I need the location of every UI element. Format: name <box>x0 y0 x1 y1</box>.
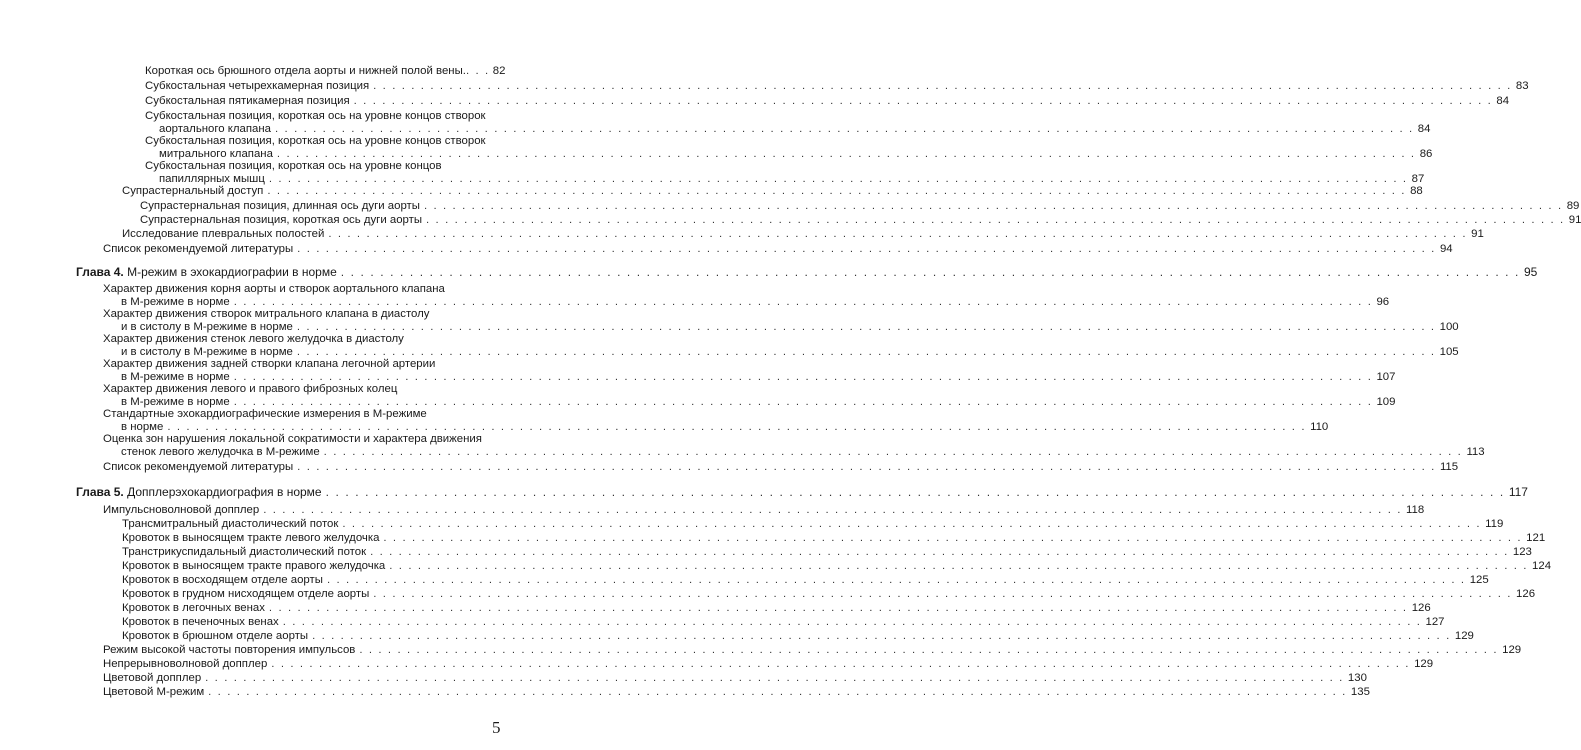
toc-entry-title-cont: в норме <box>121 421 164 433</box>
toc-entry-title: Режим высокой частоты повторения импульсов <box>103 644 356 656</box>
toc-page-number: 105 <box>1439 346 1459 358</box>
toc-page-number: 119 <box>1485 518 1504 530</box>
toc-entry-title: Цветовой допплер <box>103 672 202 684</box>
toc-entry: Субкостальная позиция, короткая ось на уровне концов папиллярных мышц . . . . . . . . . . . . . . . . . . . . . . . . . . . . . . . . . . . . . . . . . . . . . . . . . . . . . . . . . . . . . . . . . . . . . . . . . . . . . . . . . . . . . . . . . . . . . . . . . . . . . . . . . . . . . . . . . . . . . . . . 87 <box>145 160 1425 185</box>
toc-page-number: 96 <box>1376 296 1390 308</box>
toc-entry-title: Субкостальная позиция, короткая ось на уровне концов створок <box>145 110 486 122</box>
toc-entry: Супрастернальный доступ . . . . . . . . . . . . . . . . . . . . . . . . . . . . . . . . . . . . . . . . . . . . . . . . . . . . . . . . . . . . . . . . . . . . . . . . . . . . . . . . . . . . . . . . . . . . . . . . . . . . . . . . . . . . . . . . . . . . . . . . 88 <box>122 185 1423 197</box>
toc-page-number: 121 <box>1526 532 1546 544</box>
toc-entry-title: Список рекомендуемой литературы <box>103 243 294 255</box>
toc-page-number: 91 <box>1568 214 1581 226</box>
toc-entry-title: Кровоток в выносящем тракте левого желудочка <box>122 532 380 544</box>
toc-entry-title-cont: стенок левого желудочка в М-режиме <box>121 446 320 458</box>
toc-entry: Характер движения левого и правого фиброзных колец в М-режиме в норме . . . . . . . . . . . . . . . . . . . . . . . . . . . . . . . . . . . . . . . . . . . . . . . . . . . . . . . . . . . . . . . . . . . . . . . . . . . . . . . . . . . . . . . . . . . . . . . . . . . . . . . . . . . . . . . . . . . . . . . . 109 <box>103 383 1396 408</box>
toc-entry-title-cont: и в систолу в М-режиме в норме <box>121 346 293 358</box>
toc-page-number: 86 <box>1419 148 1433 160</box>
toc-entry-title: Импульсноволновой допплер <box>103 504 260 516</box>
toc-page-number: 124 <box>1532 560 1552 572</box>
toc-entry-title: Субкостальная позиция, короткая ось на уровне концов створок <box>145 135 486 147</box>
chapter-heading: Глава 4. М-режим в эхокардиографии в норме . . . . . . . . . . . . . . . . . . . . . . . . . . . . . . . . . . . . . . . . . . . . . . . . . . . . . . . . . . . . . . . . . . . . . . . . . . . . . . . . . . . . . . . . . . . . . . . . . . . . . . . . . . . . . . . . . . . . . . . . 95 <box>76 265 1538 279</box>
toc-entry-title: Характер движения стенок левого желудочка в диастолу <box>103 333 404 345</box>
toc-page-number: 87 <box>1411 173 1425 185</box>
toc-entry-title: Кровоток в восходящем отделе аорты <box>122 574 323 586</box>
toc-entry: Стандартные эхокардиографические измерения в М-режиме в норме . . . . . . . . . . . . . . . . . . . . . . . . . . . . . . . . . . . . . . . . . . . . . . . . . . . . . . . . . . . . . . . . . . . . . . . . . . . . . . . . . . . . . . . . . . . . . . . . . . . . . . . . . . . . . . . . . . . . . . . . 110 <box>103 408 1329 433</box>
toc-entry: Транстрикуспидальный диастолический поток . . . . . . . . . . . . . . . . . . . . . . . . . . . . . . . . . . . . . . . . . . . . . . . . . . . . . . . . . . . . . . . . . . . . . . . . . . . . . . . . . . . . . . . . . . . . . . . . . . . . . . . . . . . . . . . . . . . . . . . . 123 <box>122 546 1532 558</box>
toc-entry: Кровоток в легочных венах . . . . . . . . . . . . . . . . . . . . . . . . . . . . . . . . . . . . . . . . . . . . . . . . . . . . . . . . . . . . . . . . . . . . . . . . . . . . . . . . . . . . . . . . . . . . . . . . . . . . . . . . . . . . . . . . . . . . . . . . 126 <box>122 602 1431 614</box>
toc-entry: Характер движения корня аорты и створок аортального клапана в М-режиме в норме . . . . . . . . . . . . . . . . . . . . . . . . . . . . . . . . . . . . . . . . . . . . . . . . . . . . . . . . . . . . . . . . . . . . . . . . . . . . . . . . . . . . . . . . . . . . . . . . . . . . . . . . . . . . . . . . . . . . . . . . 96 <box>103 283 1390 308</box>
toc-entry: Субкостальная позиция, короткая ось на уровне концов створок митрального клапана . . . . . . . . . . . . . . . . . . . . . . . . . . . . . . . . . . . . . . . . . . . . . . . . . . . . . . . . . . . . . . . . . . . . . . . . . . . . . . . . . . . . . . . . . . . . . . . . . . . . . . . . . . . . . . . . . . . . . . . . 86 <box>145 135 1433 160</box>
toc-entry: Кровоток в выносящем тракте правого желудочка . . . . . . . . . . . . . . . . . . . . . . . . . . . . . . . . . . . . . . . . . . . . . . . . . . . . . . . . . . . . . . . . . . . . . . . . . . . . . . . . . . . . . . . . . . . . . . . . . . . . . . . . . . . . . . . . . . . . . . . . 124 <box>122 560 1552 572</box>
toc-entry-title: Короткая ось брюшного отдела аорты и нижней полой вены. <box>145 65 466 77</box>
toc-page-number: 91 <box>1471 228 1484 240</box>
toc-page-number: 107 <box>1376 371 1396 383</box>
toc-entry: Режим высокой частоты повторения импульсов . . . . . . . . . . . . . . . . . . . . . . . . . . . . . . . . . . . . . . . . . . . . . . . . . . . . . . . . . . . . . . . . . . . . . . . . . . . . . . . . . . . . . . . . . . . . . . . . . . . . . . . . . . . . . . . . . . . . . . . . 129 <box>103 644 1522 656</box>
toc-entry: Непрерывноволновой допплер . . . . . . . . . . . . . . . . . . . . . . . . . . . . . . . . . . . . . . . . . . . . . . . . . . . . . . . . . . . . . . . . . . . . . . . . . . . . . . . . . . . . . . . . . . . . . . . . . . . . . . . . . . . . . . . . . . . . . . . . 129 <box>103 658 1434 670</box>
toc-entry: Супрастернальная позиция, длинная ось дуги аорты . . . . . . . . . . . . . . . . . . . . . . . . . . . . . . . . . . . . . . . . . . . . . . . . . . . . . . . . . . . . . . . . . . . . . . . . . . . . . . . . . . . . . . . . . . . . . . . . . . . . . . . . . . . . . . . . . . . . . . . . 89 <box>140 200 1580 212</box>
toc-entry: Характер движения створок митрального клапана в диастолу и в систолу в М-режиме в норме . . . . . . . . . . . . . . . . . . . . . . . . . . . . . . . . . . . . . . . . . . . . . . . . . . . . . . . . . . . . . . . . . . . . . . . . . . . . . . . . . . . . . . . . . . . . . . . . . . . . . . . . . . . . . . . . . . . . . . . . 100 <box>103 308 1459 333</box>
toc-page-number: 135 <box>1350 686 1370 698</box>
toc-page-number: 88 <box>1410 185 1423 197</box>
toc-entry-title: Супрастернальный доступ <box>122 185 264 197</box>
toc-page-number: 127 <box>1425 616 1445 628</box>
toc-entry-title: Кровоток в брюшном отделе аорты <box>122 630 309 642</box>
toc-page-number: 84 <box>1417 123 1431 135</box>
toc-entry-title-cont: и в систолу в М-режиме в норме <box>121 321 293 333</box>
toc-page-number: 115 <box>1439 461 1459 473</box>
toc-entry: Цветовой М-режим . . . . . . . . . . . . . . . . . . . . . . . . . . . . . . . . . . . . . . . . . . . . . . . . . . . . . . . . . . . . . . . . . . . . . . . . . . . . . . . . . . . . . . . . . . . . . . . . . . . . . . . . . . . . . . . . . . . . . . . . 135 <box>103 686 1370 698</box>
toc-page-number: 129 <box>1454 630 1474 642</box>
toc-entry-title: Характер движения левого и правого фиброзных колец <box>103 383 398 395</box>
toc-page-number: 117 <box>1508 485 1528 499</box>
toc-entry: Кровоток в грудном нисходящем отделе аорты . . . . . . . . . . . . . . . . . . . . . . . . . . . . . . . . . . . . . . . . . . . . . . . . . . . . . . . . . . . . . . . . . . . . . . . . . . . . . . . . . . . . . . . . . . . . . . . . . . . . . . . . . . . . . . . . . . . . . . . . 126 <box>122 588 1536 600</box>
toc-entry-title: Оценка зон нарушения локальной сократимости и характера движения <box>103 433 482 445</box>
chapter-heading: Глава 5. Допплерэхокардиография в норме . . . . . . . . . . . . . . . . . . . . . . . . . . . . . . . . . . . . . . . . . . . . . . . . . . . . . . . . . . . . . . . . . . . . . . . . . . . . . . . . . . . . . . . . . . . . . . . . . . . . . . . . . . . . . . . . . . . . . . . . 117 <box>76 485 1528 499</box>
toc-page-number: 84 <box>1496 95 1510 107</box>
toc-entry-title: Субкостальная позиция, короткая ось на уровне концов <box>145 160 442 172</box>
toc-page-number: 110 <box>1310 421 1329 433</box>
toc-entry-title: Стандартные эхокардиографические измерения в М-режиме <box>103 408 427 420</box>
toc-entry-title: Субкостальная четырехкамерная позиция <box>145 80 370 92</box>
toc-entry-title: Трансмитральный диастолический поток <box>122 518 339 530</box>
toc-entry-title: Супрастернальная позиция, короткая ось дуги аорты <box>140 214 423 226</box>
toc-entry: Субкостальная пятикамерная позиция . . . . . . . . . . . . . . . . . . . . . . . . . . . . . . . . . . . . . . . . . . . . . . . . . . . . . . . . . . . . . . . . . . . . . . . . . . . . . . . . . . . . . . . . . . . . . . . . . . . . . . . . . . . . . . . . . . . . . . . . 84 <box>145 95 1510 107</box>
toc-entry: Оценка зон нарушения локальной сократимости и характера движения стенок левого желудочка в М-режиме . . . . . . . . . . . . . . . . . . . . . . . . . . . . . . . . . . . . . . . . . . . . . . . . . . . . . . . . . . . . . . . . . . . . . . . . . . . . . . . . . . . . . . . . . . . . . . . . . . . . . . . . . . . . . . . . . . . . . . . . 113 <box>103 433 1485 458</box>
chapter-title: Допплерэхокардиография в норме <box>127 485 322 499</box>
toc-entry-title: Транстрикуспидальный диастолический поток <box>122 546 367 558</box>
toc-entry-title: Кровоток в печеночных венах <box>122 616 279 628</box>
toc-entry-title: Характер движения корня аорты и створок аортального клапана <box>103 283 445 295</box>
toc-entry-title: Непрерывноволновой допплер <box>103 658 268 670</box>
toc-entry-title: Исследование плевральных полостей <box>122 228 325 240</box>
toc-entry: Трансмитральный диастолический поток . . . . . . . . . . . . . . . . . . . . . . . . . . . . . . . . . . . . . . . . . . . . . . . . . . . . . . . . . . . . . . . . . . . . . . . . . . . . . . . . . . . . . . . . . . . . . . . . . . . . . . . . . . . . . . . . . . . . . . . . 119 <box>122 518 1504 530</box>
page-number: 5 <box>492 718 501 737</box>
toc-page-number: 130 <box>1347 672 1367 684</box>
toc-entry-title: Характер движения створок митрального клапана в диастолу <box>103 308 430 320</box>
toc-page-number: 94 <box>1439 243 1453 255</box>
toc-entry: Исследование плевральных полостей . . . . . . . . . . . . . . . . . . . . . . . . . . . . . . . . . . . . . . . . . . . . . . . . . . . . . . . . . . . . . . . . . . . . . . . . . . . . . . . . . . . . . . . . . . . . . . . . . . . . . . . . . . . . . . . . . . . . . . . . 91 <box>122 228 1484 240</box>
toc-page-number: 125 <box>1469 574 1489 586</box>
toc-entry-title: Характер движения задней створки клапана легочной артерии <box>103 358 436 370</box>
toc-entry-title: Субкостальная пятикамерная позиция <box>145 95 350 107</box>
toc-page-number: 126 <box>1516 588 1536 600</box>
toc-entry-title-cont: в М-режиме в норме <box>121 396 230 408</box>
toc-entry: Цветовой допплер . . . . . . . . . . . . . . . . . . . . . . . . . . . . . . . . . . . . . . . . . . . . . . . . . . . . . . . . . . . . . . . . . . . . . . . . . . . . . . . . . . . . . . . . . . . . . . . . . . . . . . . . . . . . . . . . . . . . . . . . 130 <box>103 672 1367 684</box>
toc-entry-title: Список рекомендуемой литературы <box>103 461 294 473</box>
toc-entry-title-cont: аортального клапана <box>159 123 272 135</box>
toc-entry: Супрастернальная позиция, короткая ось дуги аорты . . . . . . . . . . . . . . . . . . . . . . . . . . . . . . . . . . . . . . . . . . . . . . . . . . . . . . . . . . . . . . . . . . . . . . . . . . . . . . . . . . . . . . . . . . . . . . . . . . . . . . . . . . . . . . . . . . . . . . . . 91 <box>140 214 1581 226</box>
toc-page-number: 83 <box>1515 80 1529 92</box>
toc-page-number: 126 <box>1411 602 1431 614</box>
toc-page-number: 129 <box>1414 658 1434 670</box>
toc-page-number: 89 <box>1566 200 1580 212</box>
chapter-label: Глава 5. <box>76 485 124 499</box>
toc-page-number: 123 <box>1512 546 1532 558</box>
toc-page-number: 100 <box>1439 321 1459 333</box>
toc-entry: Список рекомендуемой литературы . . . . . . . . . . . . . . . . . . . . . . . . . . . . . . . . . . . . . . . . . . . . . . . . . . . . . . . . . . . . . . . . . . . . . . . . . . . . . . . . . . . . . . . . . . . . . . . . . . . . . . . . . . . . . . . . . . . . . . . . 94 <box>103 243 1453 255</box>
toc-page-number: 129 <box>1502 644 1522 656</box>
toc-entry: Кровоток в выносящем тракте левого желудочка . . . . . . . . . . . . . . . . . . . . . . . . . . . . . . . . . . . . . . . . . . . . . . . . . . . . . . . . . . . . . . . . . . . . . . . . . . . . . . . . . . . . . . . . . . . . . . . . . . . . . . . . . . . . . . . . . . . . . . . . 121 <box>122 532 1546 544</box>
toc-entry <box>145 65 506 78</box>
toc-entry: Кровоток в брюшном отделе аорты . . . . . . . . . . . . . . . . . . . . . . . . . . . . . . . . . . . . . . . . . . . . . . . . . . . . . . . . . . . . . . . . . . . . . . . . . . . . . . . . . . . . . . . . . . . . . . . . . . . . . . . . . . . . . . . . . . . . . . . . 129 <box>122 630 1474 642</box>
toc-page-number: 118 <box>1406 504 1425 516</box>
toc-entry: Кровоток в печеночных венах . . . . . . . . . . . . . . . . . . . . . . . . . . . . . . . . . . . . . . . . . . . . . . . . . . . . . . . . . . . . . . . . . . . . . . . . . . . . . . . . . . . . . . . . . . . . . . . . . . . . . . . . . . . . . . . . . . . . . . . . 127 <box>122 616 1445 628</box>
toc-entry-title-cont: в М-режиме в норме <box>121 371 230 383</box>
toc-page-number: 95 <box>1524 265 1538 279</box>
toc-entry: Импульсноволновой допплер . . . . . . . . . . . . . . . . . . . . . . . . . . . . . . . . . . . . . . . . . . . . . . . . . . . . . . . . . . . . . . . . . . . . . . . . . . . . . . . . . . . . . . . . . . . . . . . . . . . . . . . . . . . . . . . . . . . . . . . . 118 <box>103 504 1425 516</box>
toc-entry-title-cont: в М-режиме в норме <box>121 296 230 308</box>
toc-leader: . . . <box>465 65 490 77</box>
toc-entry-title: Супрастернальная позиция, длинная ось дуги аорты <box>140 200 420 212</box>
toc-entry-title: Кровоток в легочных венах <box>122 602 265 614</box>
toc-page-number: 109 <box>1376 396 1396 408</box>
toc-entry-title: Цветовой М-режим <box>103 686 205 698</box>
toc-entry-title: Кровоток в грудном нисходящем отделе аорты <box>122 588 370 600</box>
chapter-label: Глава 4. <box>76 265 124 279</box>
toc-entry: Список рекомендуемой литературы . . . . . . . . . . . . . . . . . . . . . . . . . . . . . . . . . . . . . . . . . . . . . . . . . . . . . . . . . . . . . . . . . . . . . . . . . . . . . . . . . . . . . . . . . . . . . . . . . . . . . . . . . . . . . . . . . . . . . . . . 115 <box>103 461 1459 473</box>
toc-entry: Характер движения задней створки клапана легочной артерии в М-режиме в норме . . . . . . . . . . . . . . . . . . . . . . . . . . . . . . . . . . . . . . . . . . . . . . . . . . . . . . . . . . . . . . . . . . . . . . . . . . . . . . . . . . . . . . . . . . . . . . . . . . . . . . . . . . . . . . . . . . . . . . . . 107 <box>103 358 1396 383</box>
toc-entry-title: Кровоток в выносящем тракте правого желудочка <box>122 560 386 572</box>
toc-entry: Характер движения стенок левого желудочка в диастолу и в систолу в М-режиме в норме . . . . . . . . . . . . . . . . . . . . . . . . . . . . . . . . . . . . . . . . . . . . . . . . . . . . . . . . . . . . . . . . . . . . . . . . . . . . . . . . . . . . . . . . . . . . . . . . . . . . . . . . . . . . . . . . . . . . . . . . 105 <box>103 333 1459 358</box>
toc-entry: Кровоток в восходящем отделе аорты . . . . . . . . . . . . . . . . . . . . . . . . . . . . . . . . . . . . . . . . . . . . . . . . . . . . . . . . . . . . . . . . . . . . . . . . . . . . . . . . . . . . . . . . . . . . . . . . . . . . . . . . . . . . . . . . . . . . . . . . 125 <box>122 574 1489 586</box>
toc-page-number: 113 <box>1466 446 1485 458</box>
toc-entry: Субкостальная позиция, короткая ось на уровне концов створок аортального клапана . . . . . . . . . . . . . . . . . . . . . . . . . . . . . . . . . . . . . . . . . . . . . . . . . . . . . . . . . . . . . . . . . . . . . . . . . . . . . . . . . . . . . . . . . . . . . . . . . . . . . . . . . . . . . . . . . . . . . . . . 84 <box>145 110 1431 135</box>
toc-page-number: 82 <box>492 65 506 77</box>
toc-entry: Субкостальная четырехкамерная позиция . . . . . . . . . . . . . . . . . . . . . . . . . . . . . . . . . . . . . . . . . . . . . . . . . . . . . . . . . . . . . . . . . . . . . . . . . . . . . . . . . . . . . . . . . . . . . . . . . . . . . . . . . . . . . . . . . . . . . . . . 83 <box>145 80 1529 92</box>
chapter-title: М-режим в эхокардиографии в норме <box>127 265 337 279</box>
toc-entry-title-cont: митрального клапана <box>159 148 273 160</box>
toc-entry-title-cont: папиллярных мышц <box>159 173 265 185</box>
